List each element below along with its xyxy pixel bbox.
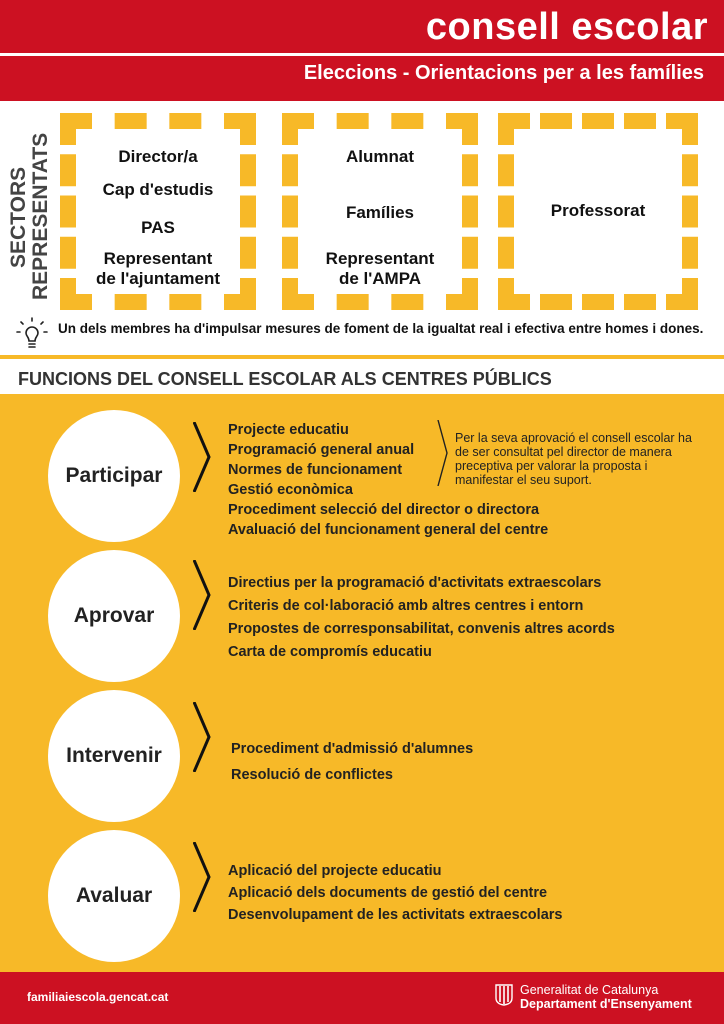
list-item: Resolució de conflictes [231,767,393,783]
list-item: Carta de compromís educatiu [228,644,432,660]
function-items-avaluar [228,860,562,926]
footer-banner [0,972,724,1024]
chevron-right-icon [193,422,211,492]
function-circle-participar: Participar [48,410,180,542]
function-circle-intervenir: Intervenir [48,690,180,822]
bracket-icon [437,420,449,486]
function-circle-avaluar: Avaluar [48,830,180,962]
list-item: Programació general anual [228,442,415,458]
footer-org-line1: Generalitat de Catalunya [520,983,659,997]
sector-item: Director/a [118,147,198,166]
lightbulb-icon [16,317,48,351]
generalitat-logo-icon [495,984,513,1006]
sectors-label-line1: SECTORS [7,166,30,268]
sectors-label [5,120,53,300]
list-item: Projecte educatiu [228,422,349,438]
header-banner [0,0,724,101]
sector-item: Professorat [550,201,646,220]
equality-note-text: Un dels membres ha d'impulsar mesures de foment de la igualtat real i efectiva entre homes i dones. [58,321,704,336]
list-item: Aplicació dels documents de gestió del centre [228,885,548,901]
sector-item: Cap d'estudis [102,180,214,199]
footer-url-link[interactable]: familiaiescola.gencat.cat [27,990,169,1004]
sector-item: Representant [325,249,435,268]
function-items-aprovar [228,572,615,664]
list-item: Directius per la programació d'activitats extraescolars [228,575,602,591]
header-divider [0,53,724,56]
chevron-right-icon [193,842,211,912]
list-item: Desenvolupament de les activitats extraescolars [228,907,563,923]
function-circle-aprovar: Aprovar [48,550,180,682]
sectors-label-line2: REPRESENTATS [29,132,52,300]
list-item: Criteris de col·laboració amb altres centres i entorn [228,598,584,614]
list-item: Normes de funcionament [228,462,403,478]
list-item: Procediment selecció del director o directora [228,502,540,518]
sector-item: Representant [103,249,213,268]
sector-item: de l'ajuntament [95,269,220,288]
list-item: Gestió econòmica [228,482,353,498]
footer-org-line2: Departament d'Ensenyament [520,997,692,1011]
chevron-right-icon [193,702,211,772]
list-item: Procediment d'admissió d'alumnes [231,741,474,757]
sector-item: PAS [141,218,175,237]
sector-box-families [282,113,478,310]
sector-item: de l'AMPA [338,269,422,288]
page-subtitle: Eleccions - Orientacions per a les famílies [303,62,704,84]
page-title: consell escolar [425,6,708,48]
list-item: Avaluació del funcionament general del centre [228,522,549,538]
list-item: Aplicació del projecte educatiu [228,863,442,879]
list-item: Propostes de corresponsabilitat, convenis altres acords [228,621,615,637]
sector-box-direction [60,113,256,310]
sector-box-teachers [498,113,698,310]
functions-title: FUNCIONS DEL CONSELL ESCOLAR ALS CENTRES PÚBLICS [18,369,552,389]
function-items-intervenir [231,736,473,788]
participar-side-note: Per la seva aprovació el consell escolar ha de ser consultat pel director de manera preceptiva per valorar la proposta i manifestar el seu suport. [455,431,692,487]
chevron-right-icon [193,560,211,630]
sector-item: Famílies [345,203,415,222]
section-divider [0,355,724,359]
sector-item: Alumnat [346,147,414,166]
